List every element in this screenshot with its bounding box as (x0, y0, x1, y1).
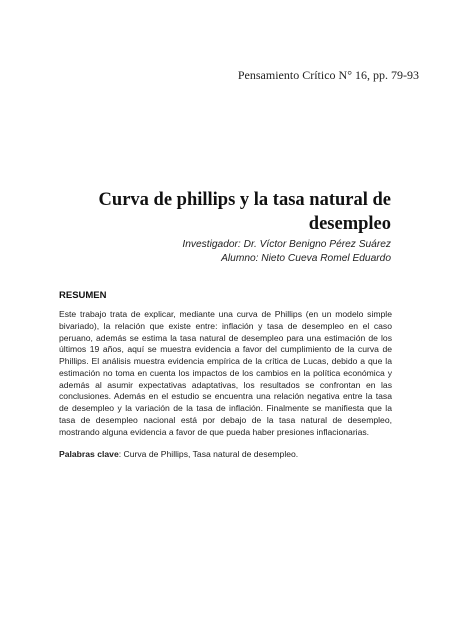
abstract-section (59, 290, 392, 460)
article-title-line-1: Curva de phillips y la tasa natural de (98, 190, 391, 210)
student-name: Alumno: Nieto Cueva Romel Eduardo (221, 253, 391, 264)
journal-reference: Pensamiento Crítico N° 16, pp. 79-93 (237, 68, 419, 82)
article-title (31, 188, 391, 236)
keywords-label: Palabras clave (59, 449, 119, 460)
author-block (182, 238, 391, 266)
abstract-heading: RESUMEN (59, 290, 107, 301)
article-title-line-2: desempleo (308, 214, 391, 234)
keywords-line (59, 448, 392, 460)
abstract-body: Este trabajo trata de explicar, mediante una curva de Phillips (en un modelo simple bivariado), la relación que existe entre: inflación y tasa de desempleo en el caso peruano, además se estima la tasa natural de desempleo para una estimación de los últimos 19 años, aquí se muestra evidencia a favor del cumplimiento de la curva de Phillips. El análisis muestra evidencia empírica de la crítica de Lucas, debido a que la estimación no toma en cuenta los impactos de los cambios en la política económica y además al asumir expectativas adaptativas, los resultados se confrontan en las conclusiones. Además en el estudio se encuentra una relación negativa entre la tasa de desempleo y la variación de la tasa de inflación. Finalmente se manifiesta que la tasa de desempleo nacional está por debajo de la tasa natural de desempleo, mostrando alguna evidencia a favor de que pueda haber presiones inflacionarias. (59, 309, 392, 437)
keywords-text: : Curva de Phillips, Tasa natural de desempleo. (118, 449, 299, 460)
investigator-name: Investigador: Dr. Víctor Benigno Pérez Suárez (182, 239, 391, 250)
